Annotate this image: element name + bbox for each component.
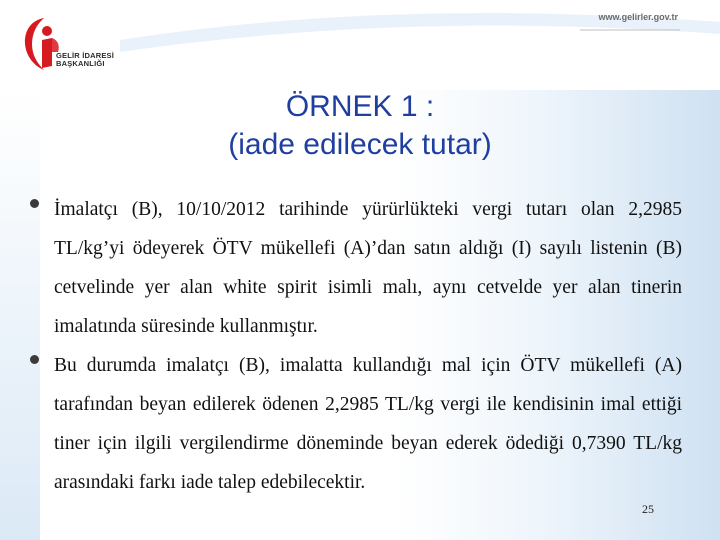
bullet-list — [30, 190, 682, 502]
bullet-text: İmalatçı (B), 10/10/2012 tarihinde yürürlükteki vergi tutarı olan 2,2985 TL/kg’yi ödeyerek ÖTV mükellefi (A)’dan satın aldığı (I) sayılı listenin (B) cetvelinde yer alan white spirit isimli malı, aynı cetvelde yer alan tinerin imalatında süresinde kullanmıştır. — [54, 199, 682, 337]
logo-line-1: GELİR İDARESİ — [56, 51, 115, 60]
logo-text — [56, 52, 114, 68]
bullet-icon — [30, 199, 39, 208]
bullet-icon — [30, 355, 39, 364]
title-line-2: (iade edilecek tutar) — [228, 128, 492, 161]
website-url[interactable]: www.gelirler.gov.tr — [598, 12, 678, 22]
bullet-text: Bu durumda imalatçı (B), imalatta kullandığı mal için ÖTV mükellefi (A) tarafından beyan edilerek ödenen 2,2985 TL/kg vergi ile kendisinin imal ettiği tiner için ilgili vergilendirme döneminde beyan ederek ödediği 0,7390 TL/kg arasındaki farkı iade talep edebilecektir. — [54, 355, 682, 493]
bullet-item — [30, 346, 682, 502]
logo-line-2: BAŞKANLIĞI — [56, 59, 105, 68]
bullet-item — [30, 190, 682, 346]
slide-title — [140, 88, 580, 164]
page-number: 25 — [642, 502, 654, 516]
title-line-1: ÖRNEK 1 : — [285, 90, 435, 123]
